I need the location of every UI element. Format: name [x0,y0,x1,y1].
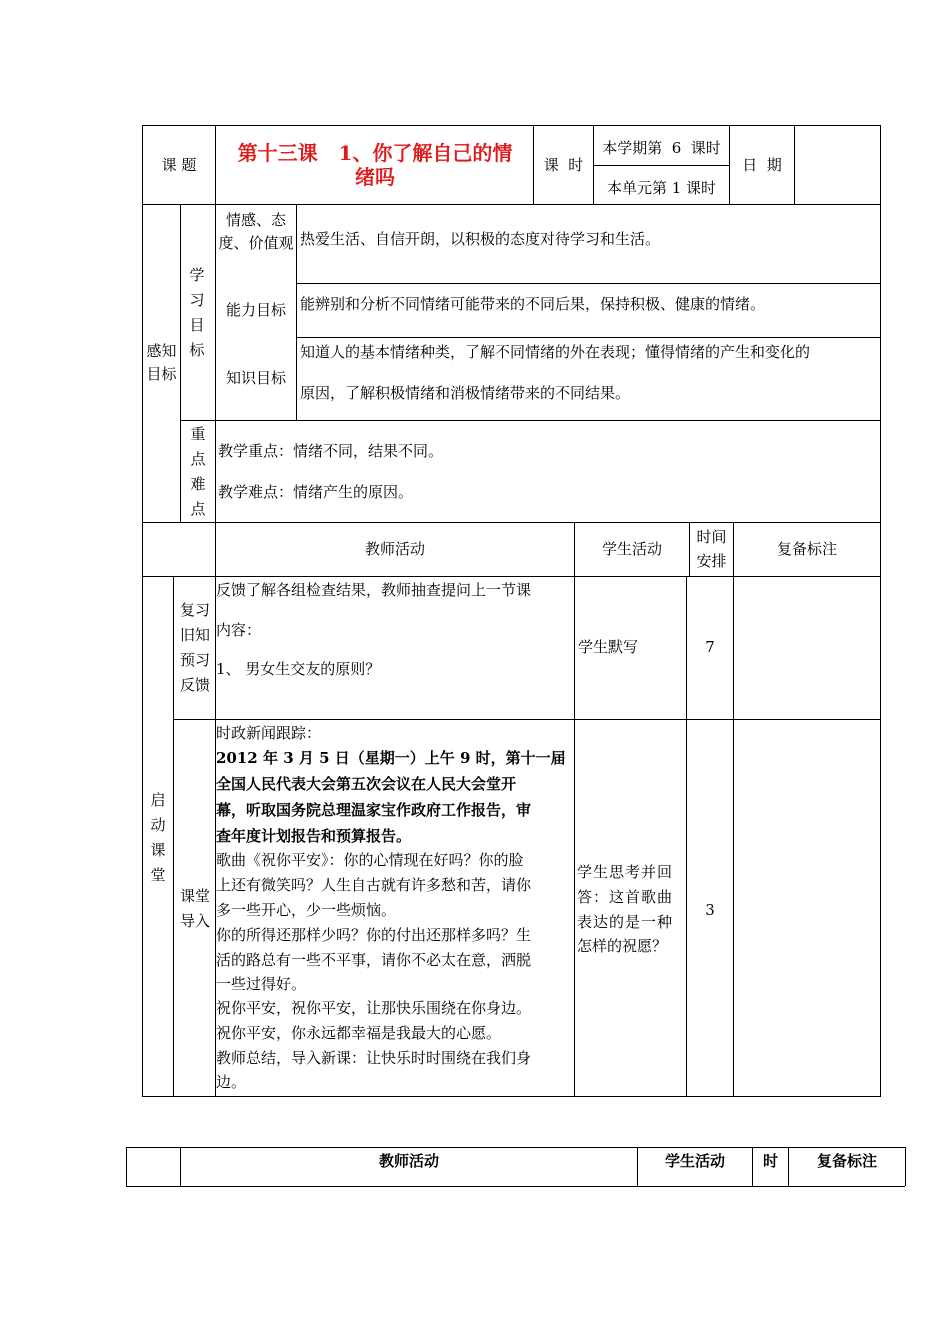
objective-label-attitude: 情感、态度、价值观 [218,211,294,252]
intro-line: 查年度计划报告和预算报告。 [216,827,412,845]
intro-time: 3 [705,901,715,919]
lesson-title-line2: 绪吗 [355,165,395,189]
review-label: 复习旧知预习反馈 [179,601,210,694]
section-label-perception: 感知目标 [146,342,177,383]
intro-line: 全国人民代表大会第五次会议在人民大会堂开 [216,775,517,793]
phase-label: 启动课堂 [150,791,166,884]
intro-student-line: 怎样的祝愿？ [577,937,668,955]
review-time: 7 [705,638,715,656]
intro-line: 边。 [216,1073,247,1091]
objective-text-knowledge-line1: 知道人的基本情绪种类，了解不同情绪的外在表现；懂得情绪的产生和变化的 [300,343,811,361]
date-label: 日 期 [742,156,782,174]
difficulty-point: 教学难点：情绪产生的原因。 [218,483,414,501]
intro-line: 2012 年 3 月 5 日（星期一）上午 9 时，第十一届 [216,749,566,767]
intro-line: 祝你平安，祝你平安，让那快乐围绕在你身边。 [216,999,532,1017]
intro-student-line: 答：这首歌曲 [577,888,674,906]
intro-line: 你的所得还那样少吗？你的付出还那样多吗？生 [216,926,532,944]
review-teacher-line3: 1、 男女生交友的原则？ [216,660,381,678]
key-difficulty-label: 重点难点 [190,425,206,518]
lesson-title [216,141,534,189]
objective-text-knowledge-line2: 原因，了解积极情绪和消极情绪带来的不同结果。 [300,384,631,402]
objective-text-attitude: 热爱生活、自信开朗，以积极的态度对待学习和生活。 [300,230,661,248]
intro-line: 歌曲《祝你平安》：你的心情现在好吗？你的脸 [216,851,524,869]
review-teacher-line2: 内容： [216,621,262,639]
objective-label-knowledge: 知识目标 [225,369,286,387]
second-header-teacher: 教师活动 [378,1152,439,1170]
intro-line: 时政新闻跟踪： [216,724,322,742]
header-time-line2: 安排 [696,552,727,570]
header-teacher-activity: 教师活动 [364,540,425,558]
intro-line: 多一些开心，少一些烦恼。 [216,901,397,919]
intro-student-line: 表达的是一种 [577,913,674,931]
goal-label: 学习目标 [189,266,205,359]
intro-line: 上还有微笑吗？人生自古就有许多愁和苦，请你 [216,876,532,894]
intro-line: 祝你平安，你永远都幸福是我最大的心愿。 [216,1024,502,1042]
header-student-activity: 学生活动 [601,540,662,558]
intro-line: 幕，听取国务院总理温家宝作政府工作报告，审 [216,801,532,819]
objective-label-ability: 能力目标 [225,301,286,319]
lesson-label: 课 题 [161,156,197,174]
second-header-remark: 复备标注 [816,1152,877,1170]
header-remark: 复备标注 [776,540,837,558]
objective-text-ability: 能辨别和分析不同情绪可能带来的不同后果，保持积极、健康的情绪。 [300,295,766,313]
intro-label: 课堂导入 [179,887,210,930]
key-point: 教学重点：情绪不同，结果不同。 [218,442,444,460]
period-semester: 本学期第 6 课时 [602,139,721,157]
period-unit: 本单元第 1 课时 [606,179,717,197]
intro-student-line: 学生思考并回 [577,863,674,881]
review-student: 学生默写 [578,638,639,656]
review-teacher-line1: 反馈了解各组检查结果，教师抽查提问上一节课 [216,581,532,599]
intro-line: 教师总结，导入新课：让快乐时时围绕在我们身 [216,1049,532,1067]
second-header-student: 学生活动 [664,1152,725,1170]
intro-line: 活的路总有一些不平事，请你不必太在意，洒脱 [216,951,532,969]
second-header-time: 时 [762,1152,778,1170]
lesson-title-line1: 第十三课 1、你了解自己的情 [237,141,513,165]
intro-line: 一些过得好。 [216,975,307,993]
header-time-line1: 时间 [696,528,727,546]
period-label: 课 时 [543,156,584,174]
